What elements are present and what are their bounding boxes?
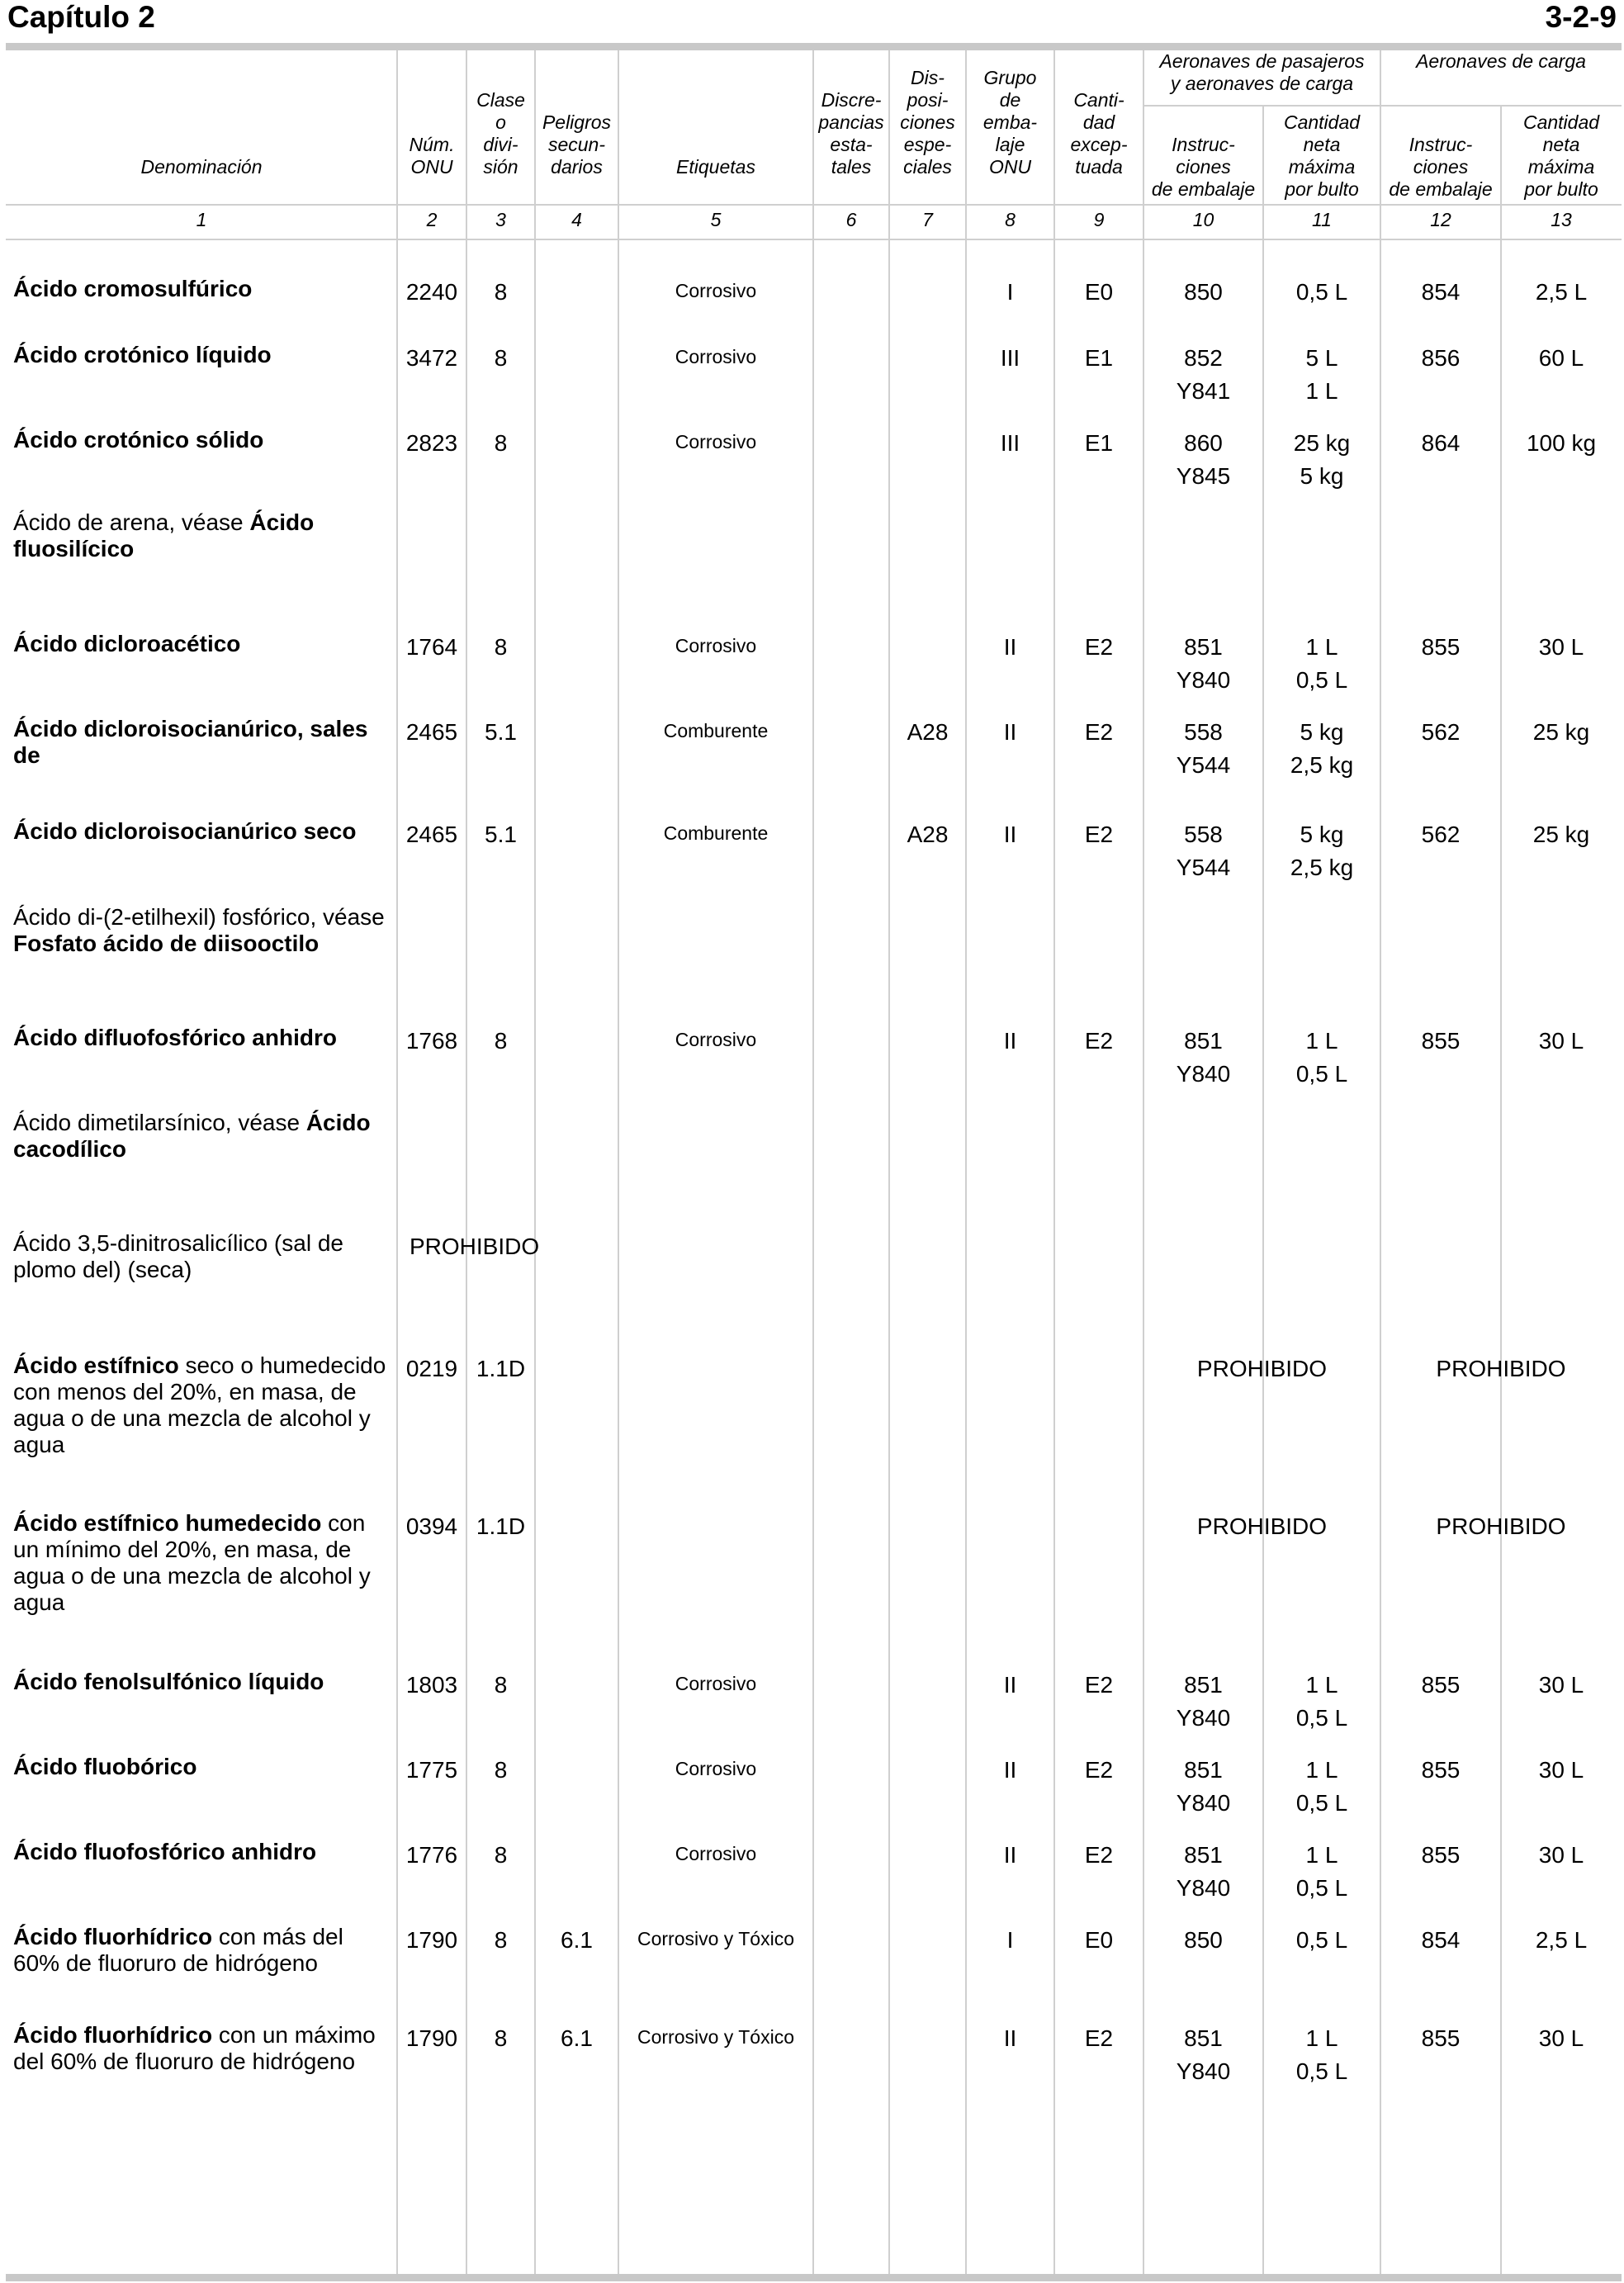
packing-instruction-value: 558 bbox=[1184, 822, 1223, 847]
pax-packing-instruction bbox=[1143, 427, 1263, 493]
name-text: seco o humedecido con menos del 20%, en masa, de agua o de una mezcla de alcohol y agua bbox=[13, 1352, 386, 1457]
substance-name bbox=[13, 342, 393, 368]
pax-packing-instruction bbox=[1143, 2022, 1263, 2088]
packing-instruction-value: 851 bbox=[1184, 2025, 1223, 2051]
header-pax-packing-instruction-line: de embalaje bbox=[1151, 178, 1256, 200]
packing-instruction-value: Y845 bbox=[1176, 463, 1231, 489]
column-line bbox=[888, 50, 890, 2274]
excepted-quantity: E2 bbox=[1084, 634, 1114, 660]
pax-max-quantity bbox=[1263, 716, 1380, 782]
hazard-label: Corrosivo y Tóxico bbox=[637, 2026, 795, 2048]
header-special-provisions-line: espe- bbox=[903, 134, 952, 155]
name-bold: Ácido fluorhídrico bbox=[13, 1924, 213, 1949]
un-number: 3472 bbox=[405, 345, 458, 371]
header-subsidiary-risk-line: Peligros bbox=[542, 111, 612, 133]
column-number: 11 bbox=[1312, 209, 1332, 230]
bottom-rule bbox=[6, 2274, 1622, 2281]
packing-instruction-value: Y840 bbox=[1176, 1875, 1231, 1901]
header-subsidiary-risk-line: secun- bbox=[547, 134, 606, 155]
hazard-class: 8 bbox=[494, 345, 508, 371]
name-bold: Ácido estífnico humedecido bbox=[13, 1510, 322, 1536]
packing-instruction-value: 860 bbox=[1184, 430, 1223, 456]
column-number: 2 bbox=[426, 209, 438, 230]
cargo-packing-instruction: 854 bbox=[1421, 1927, 1461, 1953]
header-pax-packing-instruction-line: Instruc- bbox=[1172, 134, 1235, 155]
header-packing-group-line: laje bbox=[995, 134, 1025, 155]
packing-instruction-value: 851 bbox=[1184, 1028, 1223, 1054]
name-bold: Ácido crotónico sólido bbox=[13, 427, 264, 452]
header-pax-max-quantity-line: neta bbox=[1303, 134, 1341, 155]
column-number: 12 bbox=[1430, 209, 1451, 230]
header-un-number-line: ONU bbox=[410, 156, 453, 178]
name-bold: Ácido fluofosfórico anhidro bbox=[13, 1839, 317, 1864]
excepted-quantity: E2 bbox=[1084, 2025, 1114, 2051]
substance-name bbox=[13, 818, 393, 845]
header-packing-group-line: Grupo bbox=[983, 67, 1037, 88]
hazard-class: 8 bbox=[494, 1757, 508, 1783]
page-reference: 3-2-9 bbox=[1545, 0, 1617, 34]
hazard-label: Corrosivo bbox=[675, 431, 757, 452]
excepted-quantity: E1 bbox=[1084, 345, 1114, 371]
max-quantity-value: 2,5 kg bbox=[1290, 752, 1354, 778]
hazard-label: Corrosivo bbox=[675, 346, 757, 367]
pax-packing-instruction bbox=[1143, 1754, 1263, 1820]
header-class bbox=[466, 89, 535, 178]
max-quantity-value: 1 L bbox=[1305, 1672, 1338, 1698]
header-state-variations-line: Discre- bbox=[821, 89, 882, 111]
pax-max-quantity bbox=[1263, 818, 1380, 884]
name-bold: Fosfato ácido de diisooctilo bbox=[13, 931, 320, 956]
header-special-provisions-line: ciones bbox=[900, 111, 955, 133]
header-passenger-group-line: y aeronaves de carga bbox=[1170, 73, 1354, 94]
cargo-max-quantity: 25 kg bbox=[1532, 822, 1590, 847]
hazard-class: 8 bbox=[494, 2025, 508, 2051]
hazard-class: 8 bbox=[494, 1927, 508, 1953]
pax-packing-instruction bbox=[1143, 1669, 1263, 1735]
max-quantity-value: 0,5 L bbox=[1295, 667, 1348, 693]
max-quantity-value: 0,5 L bbox=[1295, 2058, 1348, 2084]
hazard-label: Comburente bbox=[663, 822, 769, 844]
header-state-variations-line: tales bbox=[831, 156, 872, 178]
packing-instruction-value: 852 bbox=[1184, 345, 1223, 371]
header-excepted-quantity-line: tuada bbox=[1075, 156, 1123, 178]
excepted-quantity: E2 bbox=[1084, 822, 1114, 847]
header-class-line: o bbox=[495, 111, 506, 133]
header-cargo-max-quantity-line: máxima bbox=[1527, 156, 1595, 178]
column-number: 9 bbox=[1093, 209, 1105, 230]
header-packing-group-line: de bbox=[999, 89, 1021, 111]
cargo-packing-instruction: 855 bbox=[1421, 2025, 1461, 2051]
header-state-variations-line: esta- bbox=[830, 134, 873, 155]
name-bold: Ácido crotónico líquido bbox=[13, 342, 272, 367]
hazard-label: Corrosivo bbox=[675, 1758, 757, 1779]
pax-max-quantity bbox=[1263, 1839, 1380, 1905]
header-packing-group-line: ONU bbox=[988, 156, 1032, 178]
header-passenger-group-line: Aeronaves de pasajeros bbox=[1159, 50, 1365, 72]
excepted-quantity: E2 bbox=[1084, 1028, 1114, 1054]
header-class-line: divi- bbox=[483, 134, 518, 155]
cargo-max-quantity: 30 L bbox=[1538, 634, 1584, 660]
hazard-label: Corrosivo y Tóxico bbox=[637, 1928, 795, 1949]
hazard-class: 5.1 bbox=[485, 822, 517, 847]
max-quantity-value: 5 kg bbox=[1300, 719, 1344, 745]
max-quantity-value: 0,5 L bbox=[1295, 279, 1348, 305]
name-bold: Ácido difluofosfórico anhidro bbox=[13, 1025, 337, 1050]
packing-group: I bbox=[1006, 279, 1014, 305]
subsidiary-risk: 6.1 bbox=[561, 2025, 593, 2051]
hazard-class: 8 bbox=[494, 1028, 508, 1054]
cargo-max-quantity: 25 kg bbox=[1532, 719, 1590, 745]
hazard-label: Corrosivo bbox=[675, 1029, 757, 1050]
header-name-line: Denominación bbox=[140, 156, 263, 178]
cargo-packing-instruction: 864 bbox=[1421, 430, 1461, 456]
hazard-class: 1.1D bbox=[476, 1513, 526, 1539]
substance-name bbox=[13, 427, 393, 453]
header-cargo-packing-instruction-line: Instruc- bbox=[1409, 134, 1473, 155]
packing-instruction-value: Y840 bbox=[1176, 667, 1231, 693]
header-excepted-quantity-line: Canti- bbox=[1073, 89, 1124, 111]
header-cargo-max-quantity-line: Cantidad bbox=[1522, 111, 1600, 133]
max-quantity-value: 1 L bbox=[1305, 1757, 1338, 1783]
header-state-variations bbox=[813, 89, 889, 178]
column-number: 6 bbox=[845, 209, 857, 230]
substance-name bbox=[13, 631, 393, 657]
packing-group: II bbox=[1003, 2025, 1017, 2051]
un-number: 1764 bbox=[405, 634, 458, 660]
pax-packing-instruction bbox=[1143, 342, 1263, 408]
packing-instruction-value: Y840 bbox=[1176, 1790, 1231, 1816]
packing-instruction-value: 850 bbox=[1184, 279, 1223, 305]
header-pax-max-quantity bbox=[1263, 111, 1380, 201]
name-bold: Ácido dicloroisocianúrico seco bbox=[13, 818, 357, 844]
max-quantity-value: 1 L bbox=[1305, 634, 1338, 660]
substance-name bbox=[13, 1025, 393, 1051]
max-quantity-value: 0,5 L bbox=[1295, 1875, 1348, 1901]
hazard-label: Corrosivo bbox=[675, 1673, 757, 1694]
pax-forbidden: PROHIBIDO bbox=[1196, 1356, 1328, 1381]
pax-max-quantity bbox=[1263, 1669, 1380, 1735]
un-number: 2465 bbox=[405, 719, 458, 745]
hazard-class: 8 bbox=[494, 430, 508, 456]
hazard-class: 1.1D bbox=[476, 1356, 526, 1381]
header-class-line: Clase bbox=[476, 89, 525, 111]
packing-group: II bbox=[1003, 1842, 1017, 1868]
pax-max-quantity bbox=[1263, 631, 1380, 697]
header-un-number bbox=[397, 134, 466, 178]
header-state-variations-line: pancias bbox=[818, 111, 884, 133]
chapter-title: Capítulo 2 bbox=[7, 0, 155, 34]
name-text: Ácido dimetilarsínico, véase bbox=[13, 1110, 306, 1135]
max-quantity-value: 1 L bbox=[1305, 2025, 1338, 2051]
header-special-provisions bbox=[889, 67, 966, 178]
header-subsidiary-risk-line: darios bbox=[551, 156, 603, 178]
pax-max-quantity bbox=[1263, 342, 1380, 408]
max-quantity-value: 25 kg bbox=[1293, 430, 1351, 456]
subsidiary-risk: 6.1 bbox=[561, 1927, 593, 1953]
header-class-line: sión bbox=[483, 156, 518, 178]
column-number: 10 bbox=[1192, 209, 1214, 230]
header-subsidiary-risk bbox=[535, 111, 618, 178]
pax-packing-instruction bbox=[1143, 631, 1263, 697]
name-bold: Ácido cacodílico bbox=[13, 1110, 371, 1162]
hazard-class: 5.1 bbox=[485, 719, 517, 745]
un-number: 2240 bbox=[405, 279, 458, 305]
column-number: 7 bbox=[922, 209, 933, 230]
hazard-class: 8 bbox=[494, 1842, 508, 1868]
cargo-max-quantity: 30 L bbox=[1538, 1757, 1584, 1783]
packing-instruction-value: 851 bbox=[1184, 1842, 1223, 1868]
header-pax-max-quantity-line: Cantidad bbox=[1283, 111, 1361, 133]
packing-group: II bbox=[1003, 822, 1017, 847]
excepted-quantity: E2 bbox=[1084, 1672, 1114, 1698]
substance-name bbox=[13, 2022, 393, 2075]
packing-instruction-value: 851 bbox=[1184, 634, 1223, 660]
cargo-packing-instruction: 855 bbox=[1421, 1028, 1461, 1054]
name-text: con un máximo del 60% de fluoruro de hidrógeno bbox=[13, 2022, 376, 2074]
hazard-class: 8 bbox=[494, 279, 508, 305]
header-labels bbox=[618, 156, 813, 178]
excepted-quantity: E2 bbox=[1084, 1842, 1114, 1868]
name-bold: Ácido dicloroisocianúrico, sales de bbox=[13, 716, 368, 768]
cargo-max-quantity: 60 L bbox=[1538, 345, 1584, 371]
packing-group: II bbox=[1003, 1672, 1017, 1698]
name-bold: Ácido dicloroacético bbox=[13, 631, 241, 656]
header-labels-line: Etiquetas bbox=[676, 156, 755, 178]
name-text: con más del 60% de fluoruro de hidrógeno bbox=[13, 1924, 343, 1976]
packing-group: II bbox=[1003, 1757, 1017, 1783]
special-provision: A28 bbox=[907, 719, 949, 745]
pax-max-quantity bbox=[1263, 2022, 1380, 2088]
header-un-number-line: Núm. bbox=[409, 134, 455, 155]
packing-group: II bbox=[1003, 1028, 1017, 1054]
substance-name bbox=[13, 1230, 393, 1283]
un-number: 2823 bbox=[405, 430, 458, 456]
cargo-forbidden: PROHIBIDO bbox=[1436, 1513, 1566, 1539]
max-quantity-value: 0,5 L bbox=[1295, 1061, 1348, 1087]
header-passenger-group bbox=[1143, 50, 1380, 95]
name-bold: Ácido fluorhídrico bbox=[13, 2022, 213, 2048]
header-excepted-quantity bbox=[1054, 89, 1143, 178]
name-text: Ácido di-(2-etilhexil) fosfórico, véase bbox=[13, 904, 385, 930]
packing-instruction-value: Y840 bbox=[1176, 1705, 1231, 1731]
un-number: 2465 bbox=[405, 822, 458, 847]
excepted-quantity: E0 bbox=[1084, 1927, 1114, 1953]
top-rule bbox=[6, 43, 1622, 50]
header-cargo-max-quantity-line: por bulto bbox=[1524, 178, 1598, 200]
name-bold: Ácido fluosilícico bbox=[13, 509, 315, 561]
cargo-max-quantity: 100 kg bbox=[1526, 430, 1597, 456]
packing-instruction-value: 851 bbox=[1184, 1757, 1223, 1783]
header-name bbox=[6, 156, 397, 178]
packing-group: III bbox=[1000, 430, 1020, 456]
excepted-quantity: E2 bbox=[1084, 1757, 1114, 1783]
un-number: 0394 bbox=[405, 1513, 458, 1539]
substance-name bbox=[13, 276, 393, 302]
name-text: Ácido 3,5-dinitrosalicílico (sal de plomo del) (seca) bbox=[13, 1230, 343, 1282]
column-number: 4 bbox=[571, 209, 582, 230]
header-cargo-max-quantity-line: neta bbox=[1542, 134, 1580, 155]
cargo-packing-instruction: 854 bbox=[1421, 279, 1461, 305]
excepted-quantity: E2 bbox=[1084, 719, 1114, 745]
un-number: 1768 bbox=[405, 1028, 458, 1054]
header-cargo-packing-instruction-line: de embalaje bbox=[1389, 178, 1493, 200]
header-cargo-max-quantity bbox=[1501, 111, 1622, 201]
excepted-quantity: E0 bbox=[1084, 279, 1114, 305]
special-provision: A28 bbox=[907, 822, 949, 847]
pax-packing-instruction bbox=[1143, 716, 1263, 782]
substance-name bbox=[13, 1352, 393, 1458]
un-number: 1803 bbox=[405, 1672, 458, 1698]
substance-name bbox=[13, 509, 393, 562]
hazard-label: Comburente bbox=[663, 720, 769, 741]
header-special-provisions-line: posi- bbox=[907, 89, 949, 111]
packing-instruction-value: Y841 bbox=[1176, 378, 1231, 404]
header-excepted-quantity-line: excep- bbox=[1070, 134, 1128, 155]
packing-instruction-value: Y544 bbox=[1176, 855, 1231, 880]
cargo-max-quantity: 2,5 L bbox=[1535, 279, 1588, 305]
un-number: 1776 bbox=[405, 1842, 458, 1868]
substance-name bbox=[13, 1669, 393, 1695]
un-number: 1790 bbox=[405, 1927, 458, 1953]
hazard-class: 8 bbox=[494, 634, 508, 660]
header-pax-packing-instruction bbox=[1143, 134, 1263, 201]
cargo-packing-instruction: 855 bbox=[1421, 1672, 1461, 1698]
column-number: 5 bbox=[710, 209, 722, 230]
header-cargo-packing-instruction-line: ciones bbox=[1413, 156, 1469, 178]
column-number: 3 bbox=[495, 209, 506, 230]
hazard-class: 8 bbox=[494, 1672, 508, 1698]
name-bold: Ácido fluobórico bbox=[13, 1754, 197, 1779]
cargo-max-quantity: 30 L bbox=[1538, 2025, 1584, 2051]
header-pax-packing-instruction-line: ciones bbox=[1176, 156, 1231, 178]
cargo-max-quantity: 30 L bbox=[1538, 1672, 1584, 1698]
max-quantity-value: 0,5 L bbox=[1295, 1790, 1348, 1816]
header-cargo-group: Aeronaves de carga bbox=[1416, 50, 1586, 72]
max-quantity-value: 5 kg bbox=[1300, 463, 1344, 489]
max-quantity-value: 0,5 L bbox=[1295, 1705, 1348, 1731]
packing-group: I bbox=[1006, 1927, 1014, 1953]
max-quantity-value: 2,5 kg bbox=[1290, 855, 1354, 880]
substance-name bbox=[13, 1754, 393, 1780]
cargo-max-quantity: 30 L bbox=[1538, 1028, 1584, 1054]
cargo-forbidden: PROHIBIDO bbox=[1436, 1356, 1566, 1381]
packing-instruction-value: Y840 bbox=[1176, 1061, 1231, 1087]
substance-name bbox=[13, 1510, 393, 1616]
header-pax-max-quantity-line: máxima bbox=[1288, 156, 1356, 178]
excepted-quantity: E1 bbox=[1084, 430, 1114, 456]
header-pax-max-quantity-line: por bulto bbox=[1285, 178, 1359, 200]
hazard-label: Corrosivo bbox=[675, 635, 757, 656]
pax-max-quantity bbox=[1263, 427, 1380, 493]
pax-forbidden: PROHIBIDO bbox=[1196, 1513, 1328, 1539]
name-bold: Ácido estífnico bbox=[13, 1352, 179, 1378]
hazard-label: Corrosivo bbox=[675, 280, 757, 301]
un-number: 1775 bbox=[405, 1757, 458, 1783]
cargo-packing-instruction: 856 bbox=[1421, 345, 1461, 371]
pax-max-quantity bbox=[1263, 1754, 1380, 1820]
packing-group: II bbox=[1003, 634, 1017, 660]
header-special-provisions-line: ciales bbox=[903, 156, 952, 178]
pax-packing-instruction bbox=[1143, 1839, 1263, 1905]
column-number: 1 bbox=[196, 209, 207, 230]
packing-group: II bbox=[1003, 719, 1017, 745]
header-excepted-quantity-line: dad bbox=[1082, 111, 1115, 133]
name-text: con un mínimo del 20%, en masa, de agua o de una mezcla de alcohol y agua bbox=[13, 1510, 371, 1615]
max-quantity-value: 1 L bbox=[1305, 1028, 1338, 1054]
header-cargo-packing-instruction bbox=[1380, 134, 1501, 201]
packing-instruction-value: 851 bbox=[1184, 1672, 1223, 1698]
max-quantity-value: 1 L bbox=[1305, 378, 1338, 404]
header-packing-group bbox=[966, 67, 1054, 178]
pax-packing-instruction bbox=[1143, 1924, 1263, 1957]
max-quantity-value: 0,5 L bbox=[1295, 1927, 1348, 1953]
cargo-max-quantity: 2,5 L bbox=[1535, 1927, 1588, 1953]
substance-name bbox=[13, 1839, 393, 1865]
substance-name bbox=[13, 716, 393, 769]
substance-name bbox=[13, 904, 393, 957]
substance-name bbox=[13, 1110, 393, 1163]
substance-name bbox=[13, 1924, 393, 1977]
packing-instruction-value: 850 bbox=[1184, 1927, 1223, 1953]
pax-max-quantity bbox=[1263, 276, 1380, 309]
max-quantity-value: 5 L bbox=[1305, 345, 1338, 371]
cargo-max-quantity: 30 L bbox=[1538, 1842, 1584, 1868]
packing-group: III bbox=[1000, 345, 1020, 371]
name-bold: Ácido fenolsulfónico líquido bbox=[13, 1669, 324, 1694]
un-number: 0219 bbox=[405, 1356, 458, 1381]
cargo-packing-instruction: 855 bbox=[1421, 1842, 1461, 1868]
max-quantity-value: 5 kg bbox=[1300, 822, 1344, 847]
cargo-packing-instruction: 855 bbox=[1421, 1757, 1461, 1783]
packing-instruction-value: Y840 bbox=[1176, 2058, 1231, 2084]
column-number: 13 bbox=[1551, 209, 1572, 230]
pax-max-quantity bbox=[1263, 1025, 1380, 1091]
packing-instruction-value: Y544 bbox=[1176, 752, 1231, 778]
header-packing-group-line: emba- bbox=[982, 111, 1038, 133]
cargo-packing-instruction: 855 bbox=[1421, 634, 1461, 660]
name-bold: Ácido cromosulfúrico bbox=[13, 276, 253, 301]
un-number: 1790 bbox=[405, 2025, 458, 2051]
header-special-provisions-line: Dis- bbox=[911, 67, 945, 88]
pax-max-quantity bbox=[1263, 1924, 1380, 1957]
pax-packing-instruction bbox=[1143, 276, 1263, 309]
max-quantity-value: 1 L bbox=[1305, 1842, 1338, 1868]
cargo-packing-instruction: 562 bbox=[1421, 822, 1461, 847]
hazard-label: Corrosivo bbox=[675, 1843, 757, 1864]
forbidden-text: PROHIBIDO bbox=[410, 1234, 540, 1259]
column-number: 8 bbox=[1005, 209, 1016, 230]
cargo-packing-instruction: 562 bbox=[1421, 719, 1461, 745]
packing-instruction-value: 558 bbox=[1184, 719, 1223, 745]
name-text: Ácido de arena, véase bbox=[13, 509, 250, 535]
pax-packing-instruction bbox=[1143, 818, 1263, 884]
pax-packing-instruction bbox=[1143, 1025, 1263, 1091]
